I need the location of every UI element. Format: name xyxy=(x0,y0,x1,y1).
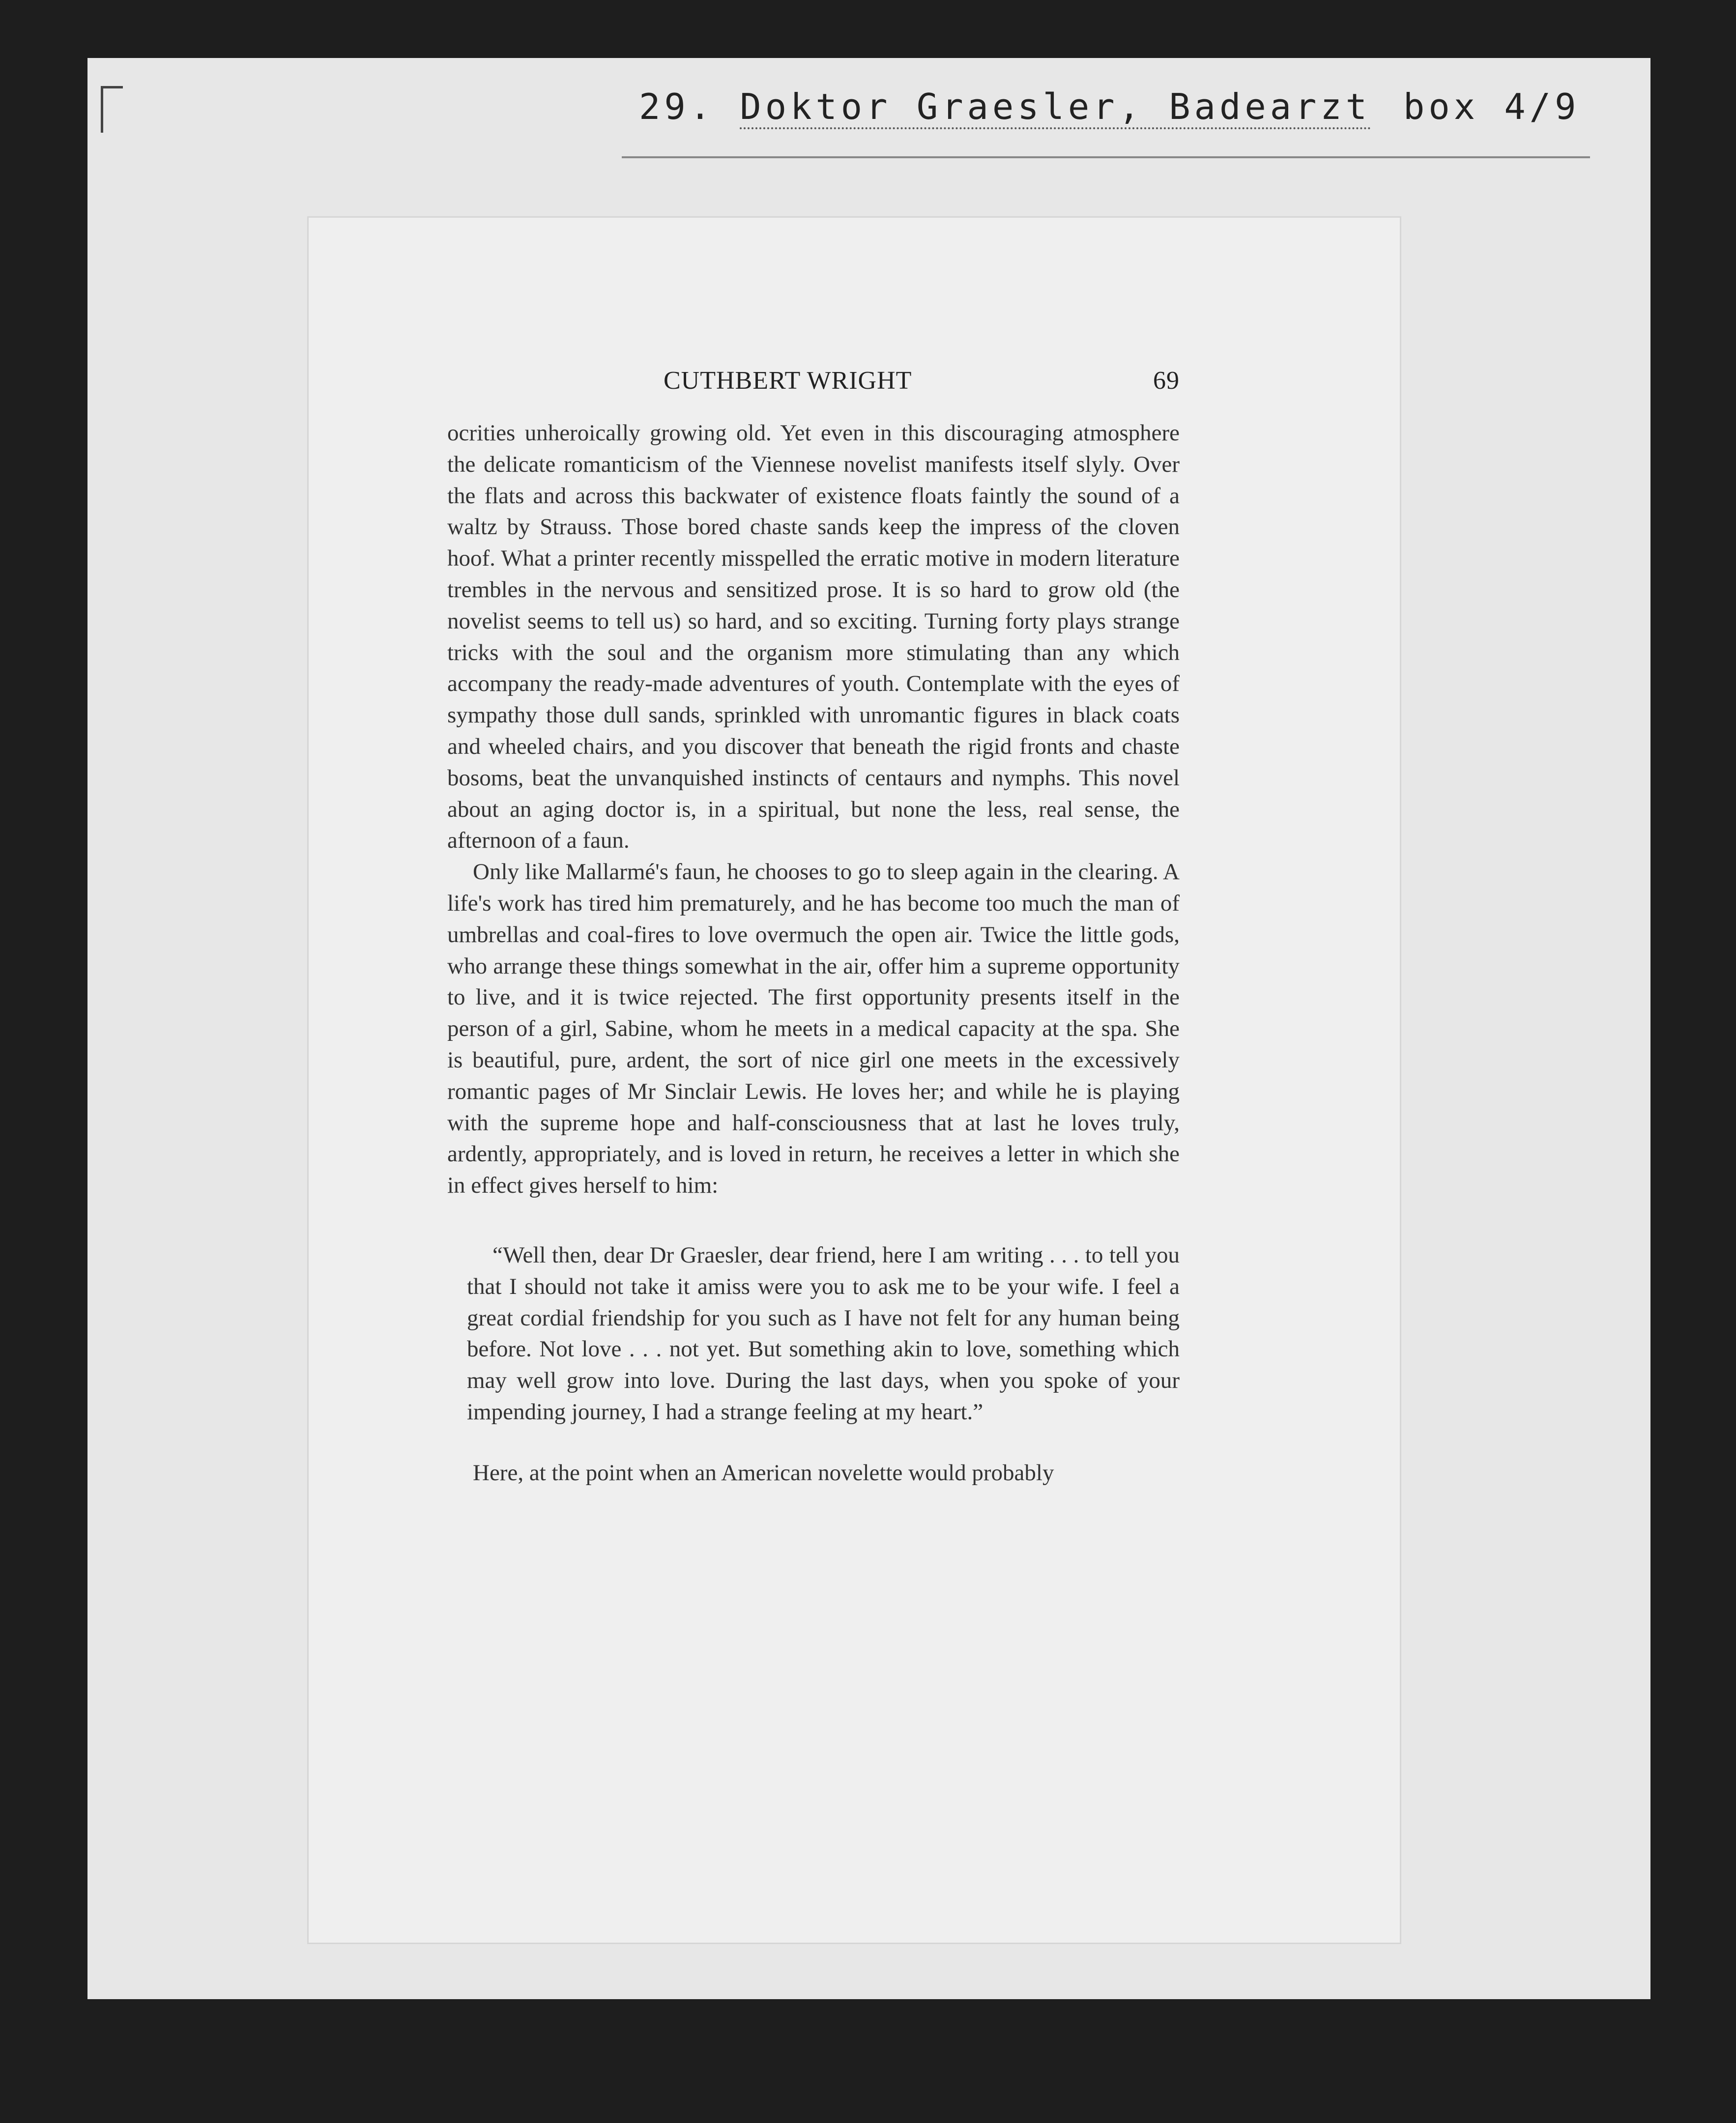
article-body xyxy=(447,418,1180,1489)
folder-title: Doktor Graesler, Badearzt xyxy=(740,86,1371,129)
header-rule xyxy=(622,156,1590,158)
paragraph-2: Only like Mallarmé's faun, he chooses to go to sleep again in the clearing. A life's work has tired him prematurely, and he has become too much the man of umbrellas and coal-fires to love overmuch the open air. Twice the little gods, who arrange these things somewhat in the air, offer him a supreme opportunity to live, and it is twice rejected. The first opportunity presents itself in the person of a girl, Sabine, whom he meets in a medical capacity at the spa. She is beautiful, pure, ardent, the sort of nice girl one meets in the excessively romantic pages of Mr Sinclair Lewis. He loves her; and while he is playing with the supreme hope and half-consciousness that at last he loves truly, ardently, appropriately, and is loved in return, he receives a letter in which she in effect gives herself to him: xyxy=(447,859,1180,1199)
corner-mark xyxy=(101,86,123,133)
block-quote: “Well then, dear Dr Graesler, dear friend, here I am writing . . . to tell you that I should not take it amiss were you to ask me to be your wife. I feel a great cordial friendship for you such as I have not felt for any human being before. Not love . . . not yet. But something akin to love, something which may well grow into love. During the last days, when you spoke of your impending journey, I had a strange feeling at my heart.” xyxy=(467,1242,1180,1425)
folder-number: 29. xyxy=(639,86,715,127)
page-number: 69 xyxy=(1153,367,1180,395)
paragraph-1: ocrities unheroically growing old. Yet even in this discouraging atmosphere the delicate romanticism of the Viennese novelist manifests itself slyly. Over the flats and across this backwater of existence floats faintly the sound of a waltz by Strauss. Those bored chaste sands keep the impress of the cloven hoof. What a printer recently misspelled the erratic motive in modern literature trembles in the nervous and sensitized prose. It is so hard to grow old (the novelist seems to tell us) so hard, and so exciting. Turning forty plays strange tricks with the soul and the organism more stimulating than any which accompany the ready-made adventures of youth. Contemplate with the eyes of sympathy those dull sands, sprinkled with unromantic figures in black coats and wheeled chairs, and you discover that beneath the rigid fronts and chaste bosoms, beat the unvanquished instincts of centaurs and nymphs. This novel about an aging doctor is, in a spiritual, but none the less, real sense, the afternoon of a faun. xyxy=(447,420,1180,854)
box-number: box 4/9 xyxy=(1403,86,1580,127)
page-running-header xyxy=(664,366,1180,395)
paragraph-3: Here, at the point when an American novelette would probably xyxy=(473,1460,1054,1486)
folder-label xyxy=(639,86,1371,127)
running-head-author: CUTHBERT WRIGHT xyxy=(664,367,912,395)
